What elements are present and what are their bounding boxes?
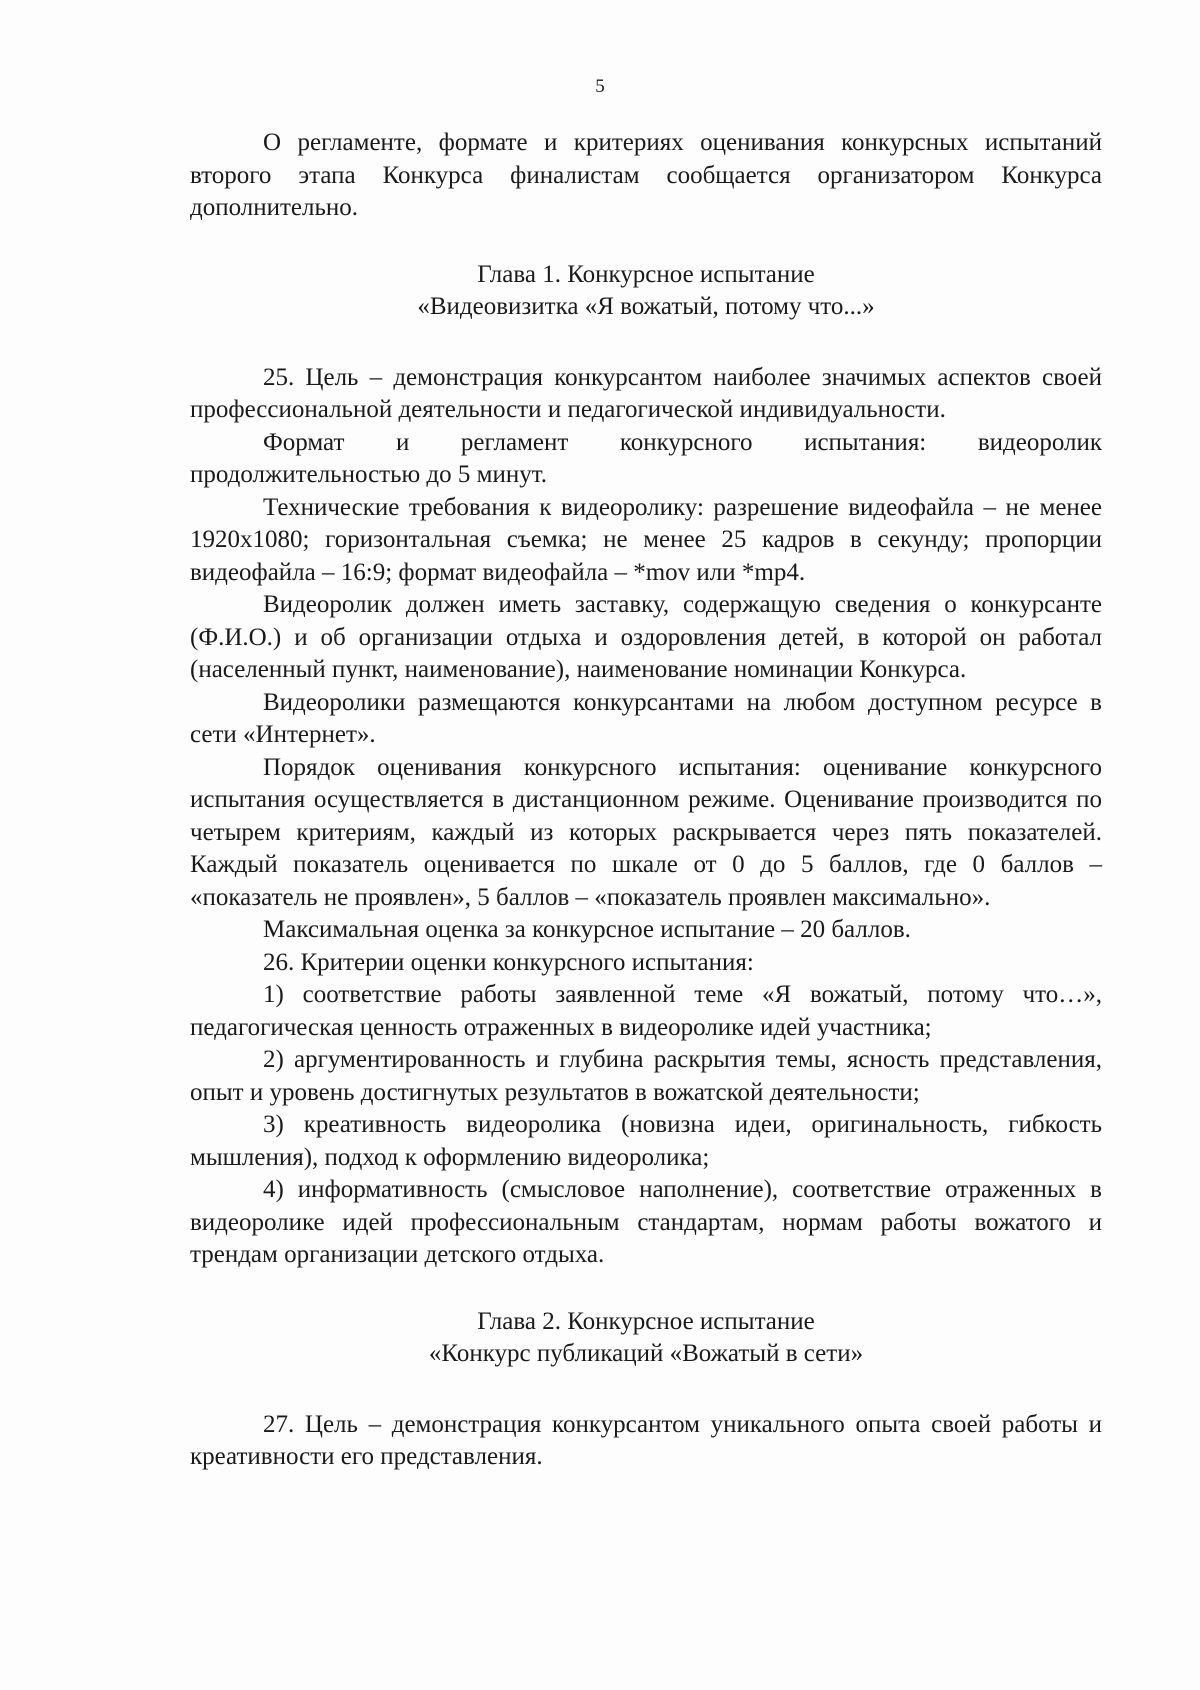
criterion-2: 2) аргументированность и глубина раскрытия темы, ясность представления, опыт и уровень достигнутых результатов в вожатской деятельности; (190, 1046, 1102, 1106)
paragraph-25-goal: 25. Цель – демонстрация конкурсантом наиболее значимых аспектов своей профессиональной деятельности и педагогической индивидуальности. (190, 363, 1102, 423)
criterion-3: 3) креативность видеоролика (новизна идеи, оригинальность, гибкость мышления), подход к оформлению видеоролика; (190, 1111, 1102, 1171)
page-number: 5 (595, 76, 605, 97)
paragraph-intro-screen: Видеоролик должен иметь заставку, содержащую сведения о конкурсанте (Ф.И.О.) и об организации отдыха и оздоровления детей, в которой он работал (населенный пункт, наименование), наименование номинации Конкурса. (190, 591, 1102, 683)
paragraph-evaluation-procedure: Порядок оценивания конкурсного испытания: оценивание конкурсного испытания осуществляется в дистанционном режиме. Оценивание производится по четырем критериям, каждый из которых раскрывается через пять показателей. Каждый показатель оценивается по шкале от 0 до 5 баллов, где 0 баллов – «показатель не проявлен», 5 баллов – «показатель проявлен максимально». (190, 753, 1102, 911)
paragraph-max-score: Максимальная оценка за конкурсное испытание – 20 баллов. (263, 916, 911, 943)
paragraph-27-goal: 27. Цель – демонстрация конкурсантом уникального опыта своей работы и креативности его представления. (190, 1410, 1102, 1470)
chapter-2-subtitle: «Конкурс публикаций «Вожатый в сети» (428, 1340, 864, 1367)
paragraph-hosting: Видеоролики размещаются конкурсантами на любом доступном ресурсе в сети «Интернет». (190, 688, 1102, 748)
intro-paragraph: О регламенте, формате и критериях оценивания конкурсных испытаний второго этапа Конкурса финалистам сообщается организатором Конкурса дополнительно. (190, 129, 1102, 221)
chapter-2-section (190, 1409, 1102, 1474)
chapter-1-heading (190, 259, 1102, 324)
paragraph-format: Формат и регламент конкурсного испытания: видеоролик продолжительностью до 5 минут. (190, 428, 1102, 488)
chapter-1-subtitle: «Видеовизитка «Я вожатый, потому что...» (417, 293, 875, 320)
chapter-1-section (190, 362, 1102, 1272)
paragraph-technical-requirements: Технические требования к видеоролику: разрешение видеофайла – не менее 1920х1080; горизонтальная съемка; не менее 25 кадров в секунду; пропорции видеофайла – 16:9; формат видеофайла – *mov или *mp4. (190, 493, 1102, 586)
chapter-2-heading (190, 1306, 1102, 1371)
chapter-2-title: Глава 2. Конкурсное испытание (477, 1307, 815, 1335)
criterion-4: 4) информативность (смысловое наполнение), соответствие отраженных в видеоролике идей профессиональным стандартам, нормам работы вожатого и трендам организации детского отдыха. (190, 1176, 1102, 1268)
paragraph-26-criteria: 26. Критерии оценки конкурсного испытания: (263, 948, 754, 976)
chapter-1-title: Глава 1. Конкурсное испытание (477, 260, 815, 288)
document-body (190, 127, 1102, 1474)
criterion-1: 1) соответствие работы заявленной теме «Я вожатый, потому что…», педагогическая ценность отраженных в видеоролике идей участника; (190, 981, 1102, 1041)
